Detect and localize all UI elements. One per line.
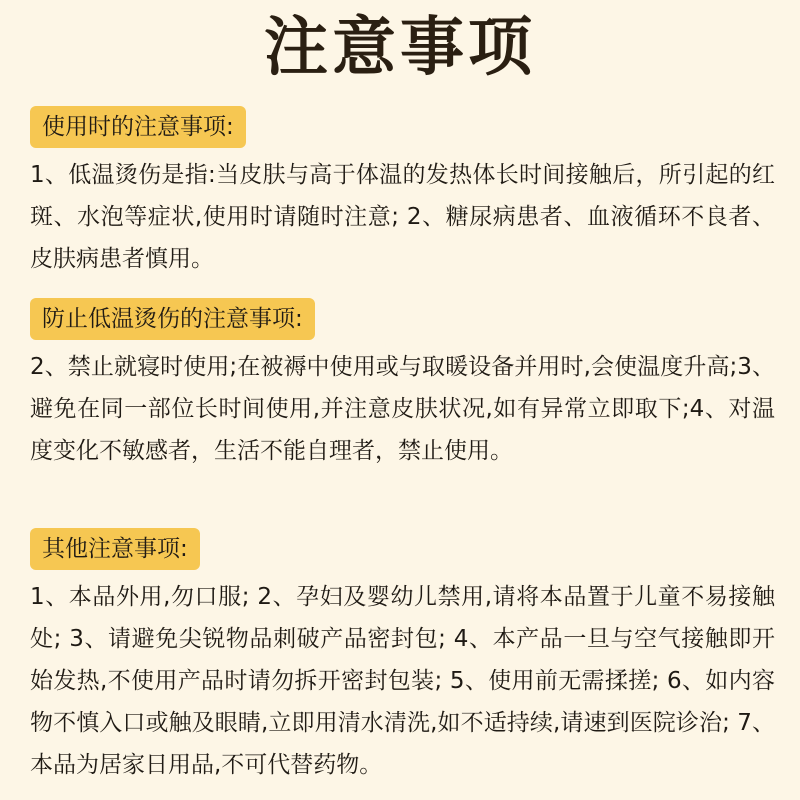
page-title: 注意事项 xyxy=(264,11,536,85)
section-other-notes xyxy=(30,528,775,786)
section-label: 其他注意事项: xyxy=(30,528,200,570)
section-label: 防止低温烫伤的注意事项: xyxy=(30,298,315,340)
section-burn-prevention-notes xyxy=(30,298,775,472)
section-usage-notes xyxy=(30,106,775,280)
section-body: 1、本品外用,勿口服; 2、孕妇及婴幼儿禁用,请将本品置于儿童不易接触处; 3、请避免尖锐物品刺破产品密封包; 4、本产品一旦与空气接触即开始发热,不使用产品时请勿拆开密封包装; 5、使用前无需揉搓; 6、如内容物不慎入口或触及眼睛,立即用清水清洗,如不适持续,请速到医院诊治; 7、本品为居家日用品,不可代替药物。 xyxy=(30,584,775,778)
section-body: 1、低温烫伤是指:当皮肤与高于体温的发热体长时间接触后，所引起的红斑、水泡等症状,使用时请随时注意; 2、糖尿病患者、血液循环不良者、皮肤病患者慎用。 xyxy=(30,162,775,272)
section-body: 2、禁止就寝时使用;在被褥中使用或与取暖设备并用时,会使温度升高;3、避免在同一部位长时间使用,并注意皮肤状况,如有异常立即取下;4、对温度变化不敏感者，生活不能自理者，禁止使用。 xyxy=(30,354,775,464)
section-label: 使用时的注意事项: xyxy=(30,106,246,148)
